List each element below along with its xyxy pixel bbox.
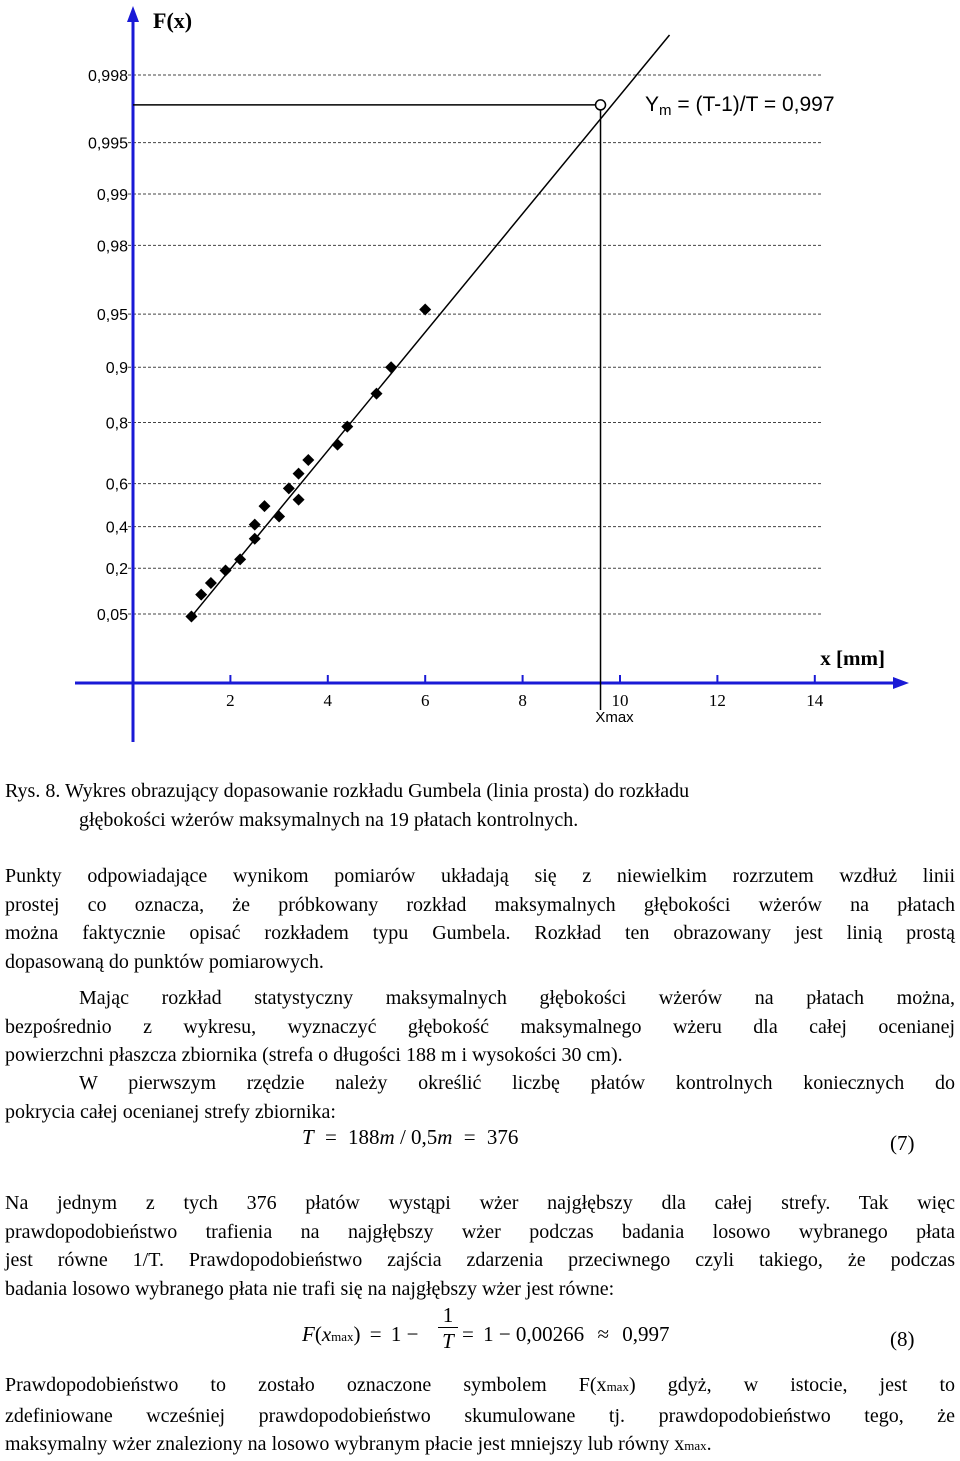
eq8-eq1: = (369, 1322, 382, 1346)
paragraph-1-line: można faktycznie opisać rozkładem typu Gumbela. Rozkład ten obrazowany jest linią prostą (5, 922, 955, 944)
paragraph-3-line: W pierwszym rzędzie należy określić liczbę płatów kontrolnych koniecznych do (79, 1072, 955, 1094)
eq7-result: 376 (486, 1125, 519, 1149)
y-tick-label: 0,998 (87, 68, 128, 85)
eq8-x: x (321, 1322, 332, 1346)
eq8-sub: max (331, 1329, 354, 1344)
chart-lines (133, 35, 670, 710)
ym-marker (596, 100, 606, 110)
p5-text: Prawdopodobieństwo to zostało oznaczone symbolem F(x (5, 1374, 607, 1396)
eq7-lhs: T (302, 1125, 314, 1149)
chart-axes (75, 6, 909, 742)
paragraph-1-line: dopasowaną do punktów pomiarowych. (5, 950, 324, 973)
y-tick-label: 0,95 (96, 307, 128, 325)
equation-8 (302, 1322, 418, 1347)
paragraph-4-line: badania losowo wybranego płata nie trafi się na najgłębszy wżer jest równe: (5, 1277, 615, 1300)
data-point (332, 439, 344, 451)
eq8-approx: ≈ (597, 1322, 609, 1346)
y-tick-label: 0,8 (105, 415, 128, 433)
paragraph-4-line: Na jednym z tych 376 płatów wystąpi wżer najgłębszy dla całej strefy. Tak więc (5, 1192, 955, 1214)
eq8-F: F (302, 1322, 315, 1346)
y-tick-label: 0,05 (96, 607, 128, 624)
paragraph-1-line: prostej co oznacza, że próbkowany rozkład maksymalnych głębokości wżerów na płatach (5, 893, 955, 916)
eq8-close: ) (353, 1322, 361, 1346)
x-tick-label: 8 (518, 691, 527, 710)
x-tick-label: 10 (611, 691, 629, 710)
eq8-one: 1 (390, 1322, 402, 1346)
data-points (185, 303, 431, 622)
p5-sub: max (684, 1438, 707, 1453)
data-point (371, 388, 383, 400)
y-axis-arrow (127, 6, 139, 22)
eq8-rhs: 1 − 0,00266 (483, 1322, 585, 1346)
x-tick-labels (226, 675, 824, 710)
eq7-unit-1: m (379, 1125, 395, 1149)
data-point (385, 361, 397, 373)
paragraph-1-line: Punkty odpowiadające wynikom pomiarów układają się z niewielkim rozrzutem wzdłuż linii (5, 865, 955, 887)
chart-grid (128, 75, 823, 614)
y-tick-label: 0,4 (105, 519, 128, 537)
x-tick-label: 2 (226, 691, 235, 710)
paragraph-5-line-2: zdefiniowane wcześniej prawdopodobieństwo skumulowane tj. prawdopodobieństwo tego, że (5, 1404, 955, 1427)
x-tick-label: 4 (323, 691, 333, 710)
ym-annotation: Ym = (T-1)/T = 0,997 (645, 92, 835, 119)
y-axis-label: F(x) (153, 8, 193, 33)
equation-8-number: (8) (890, 1327, 915, 1351)
paragraph-2-line: Mając rozkład statystyczny maksymalnych głębokości wżerów na płatach można, (79, 987, 955, 1009)
caption-line-1: Rys. 8. Wykres obrazujący dopasowanie rozkładu Gumbela (linia prosta) do rozkładu (5, 780, 690, 802)
y-tick-label: 0,6 (105, 476, 128, 494)
paragraph-5 (5, 1371, 955, 1461)
data-point (273, 511, 285, 523)
equation-7-number: (7) (890, 1131, 915, 1155)
data-point (220, 565, 232, 577)
y-tick-label: 0,995 (87, 135, 128, 153)
eq7-equals: = (324, 1125, 337, 1149)
paragraph-1 (5, 862, 955, 976)
x-tick-label: 14 (806, 691, 824, 710)
xmax-label: Xmax (595, 709, 634, 726)
eq8-fraction (438, 1303, 458, 1354)
eq7-equals-2: = (463, 1125, 476, 1149)
p5-text: maksymalny wżer znaleziony na losowo wybranym płacie jest mniejszy lub równy x (5, 1433, 685, 1455)
y-tick-label: 0,2 (105, 561, 128, 579)
data-point (258, 500, 270, 512)
paragraph-2-line: powierzchni płaszcza zbiornika (strefa o długości 188 m i wysokości 30 cm). (5, 1044, 623, 1066)
caption-line-2: głębokości wżerów maksymalnych na 19 płatach kontrolnych. (79, 808, 579, 831)
data-point (302, 454, 314, 466)
x-tick-label: 12 (708, 691, 726, 710)
fit-line (191, 54, 654, 617)
eq7-a: 188 (348, 1125, 380, 1149)
paragraph-3 (5, 1069, 955, 1126)
eq8-val: 0,997 (622, 1322, 670, 1346)
data-point (249, 519, 261, 531)
eq7-b: 0,5 (411, 1125, 438, 1149)
eq8-numerator: 1 (438, 1303, 458, 1328)
equation-8-rhs (462, 1322, 669, 1347)
data-point (293, 468, 305, 480)
fit-line-extension (654, 35, 669, 54)
y-tick-label: 0,9 (105, 360, 128, 378)
figure-caption (5, 777, 905, 834)
p5-text: . (706, 1433, 712, 1455)
p5-text: ) gdyż, w istocie, jest to (628, 1374, 955, 1396)
x-axis-label: x [mm] (820, 646, 885, 670)
y-tick-labels (88, 68, 128, 624)
eq8-eq2: = (462, 1322, 474, 1346)
paragraph-5-line-1 (5, 1371, 955, 1402)
eq8-minus: − (406, 1322, 419, 1346)
paragraph-3-line: pokrycia całej ocenianej strefy zbiornika: (5, 1100, 336, 1123)
eq8-denominator: T (442, 1329, 454, 1353)
x-axis-arrow (893, 677, 909, 689)
paragraph-4 (5, 1189, 955, 1303)
paragraph-4-line: jest równe 1/T. Prawdopodobieństwo zajścia zdarzenia przeciwnego czyli takiego, że podczas (5, 1249, 955, 1271)
eq8-open: ( (314, 1322, 322, 1346)
paragraph-2-line: bezpośrednio z wykresu, wyznaczyć głębokość maksymalnego wżeru dla całej ocenianej (5, 1015, 955, 1038)
eq7-unit-2: m (437, 1125, 453, 1149)
paragraph-5-line-3 (5, 1430, 955, 1461)
paragraph-4-line: prawdopodobieństwo trafienia na najgłębszy wżer podczas badania losowo wybranego płata (5, 1220, 955, 1243)
y-tick-label: 0,98 (96, 238, 128, 256)
y-tick-label: 0,99 (96, 186, 128, 204)
equation-7 (302, 1125, 518, 1150)
eq7-slash: / (399, 1125, 406, 1149)
x-tick-label: 6 (420, 691, 430, 710)
p5-sub: max (606, 1379, 629, 1394)
data-point (293, 494, 305, 506)
paragraph-2 (5, 984, 955, 1070)
